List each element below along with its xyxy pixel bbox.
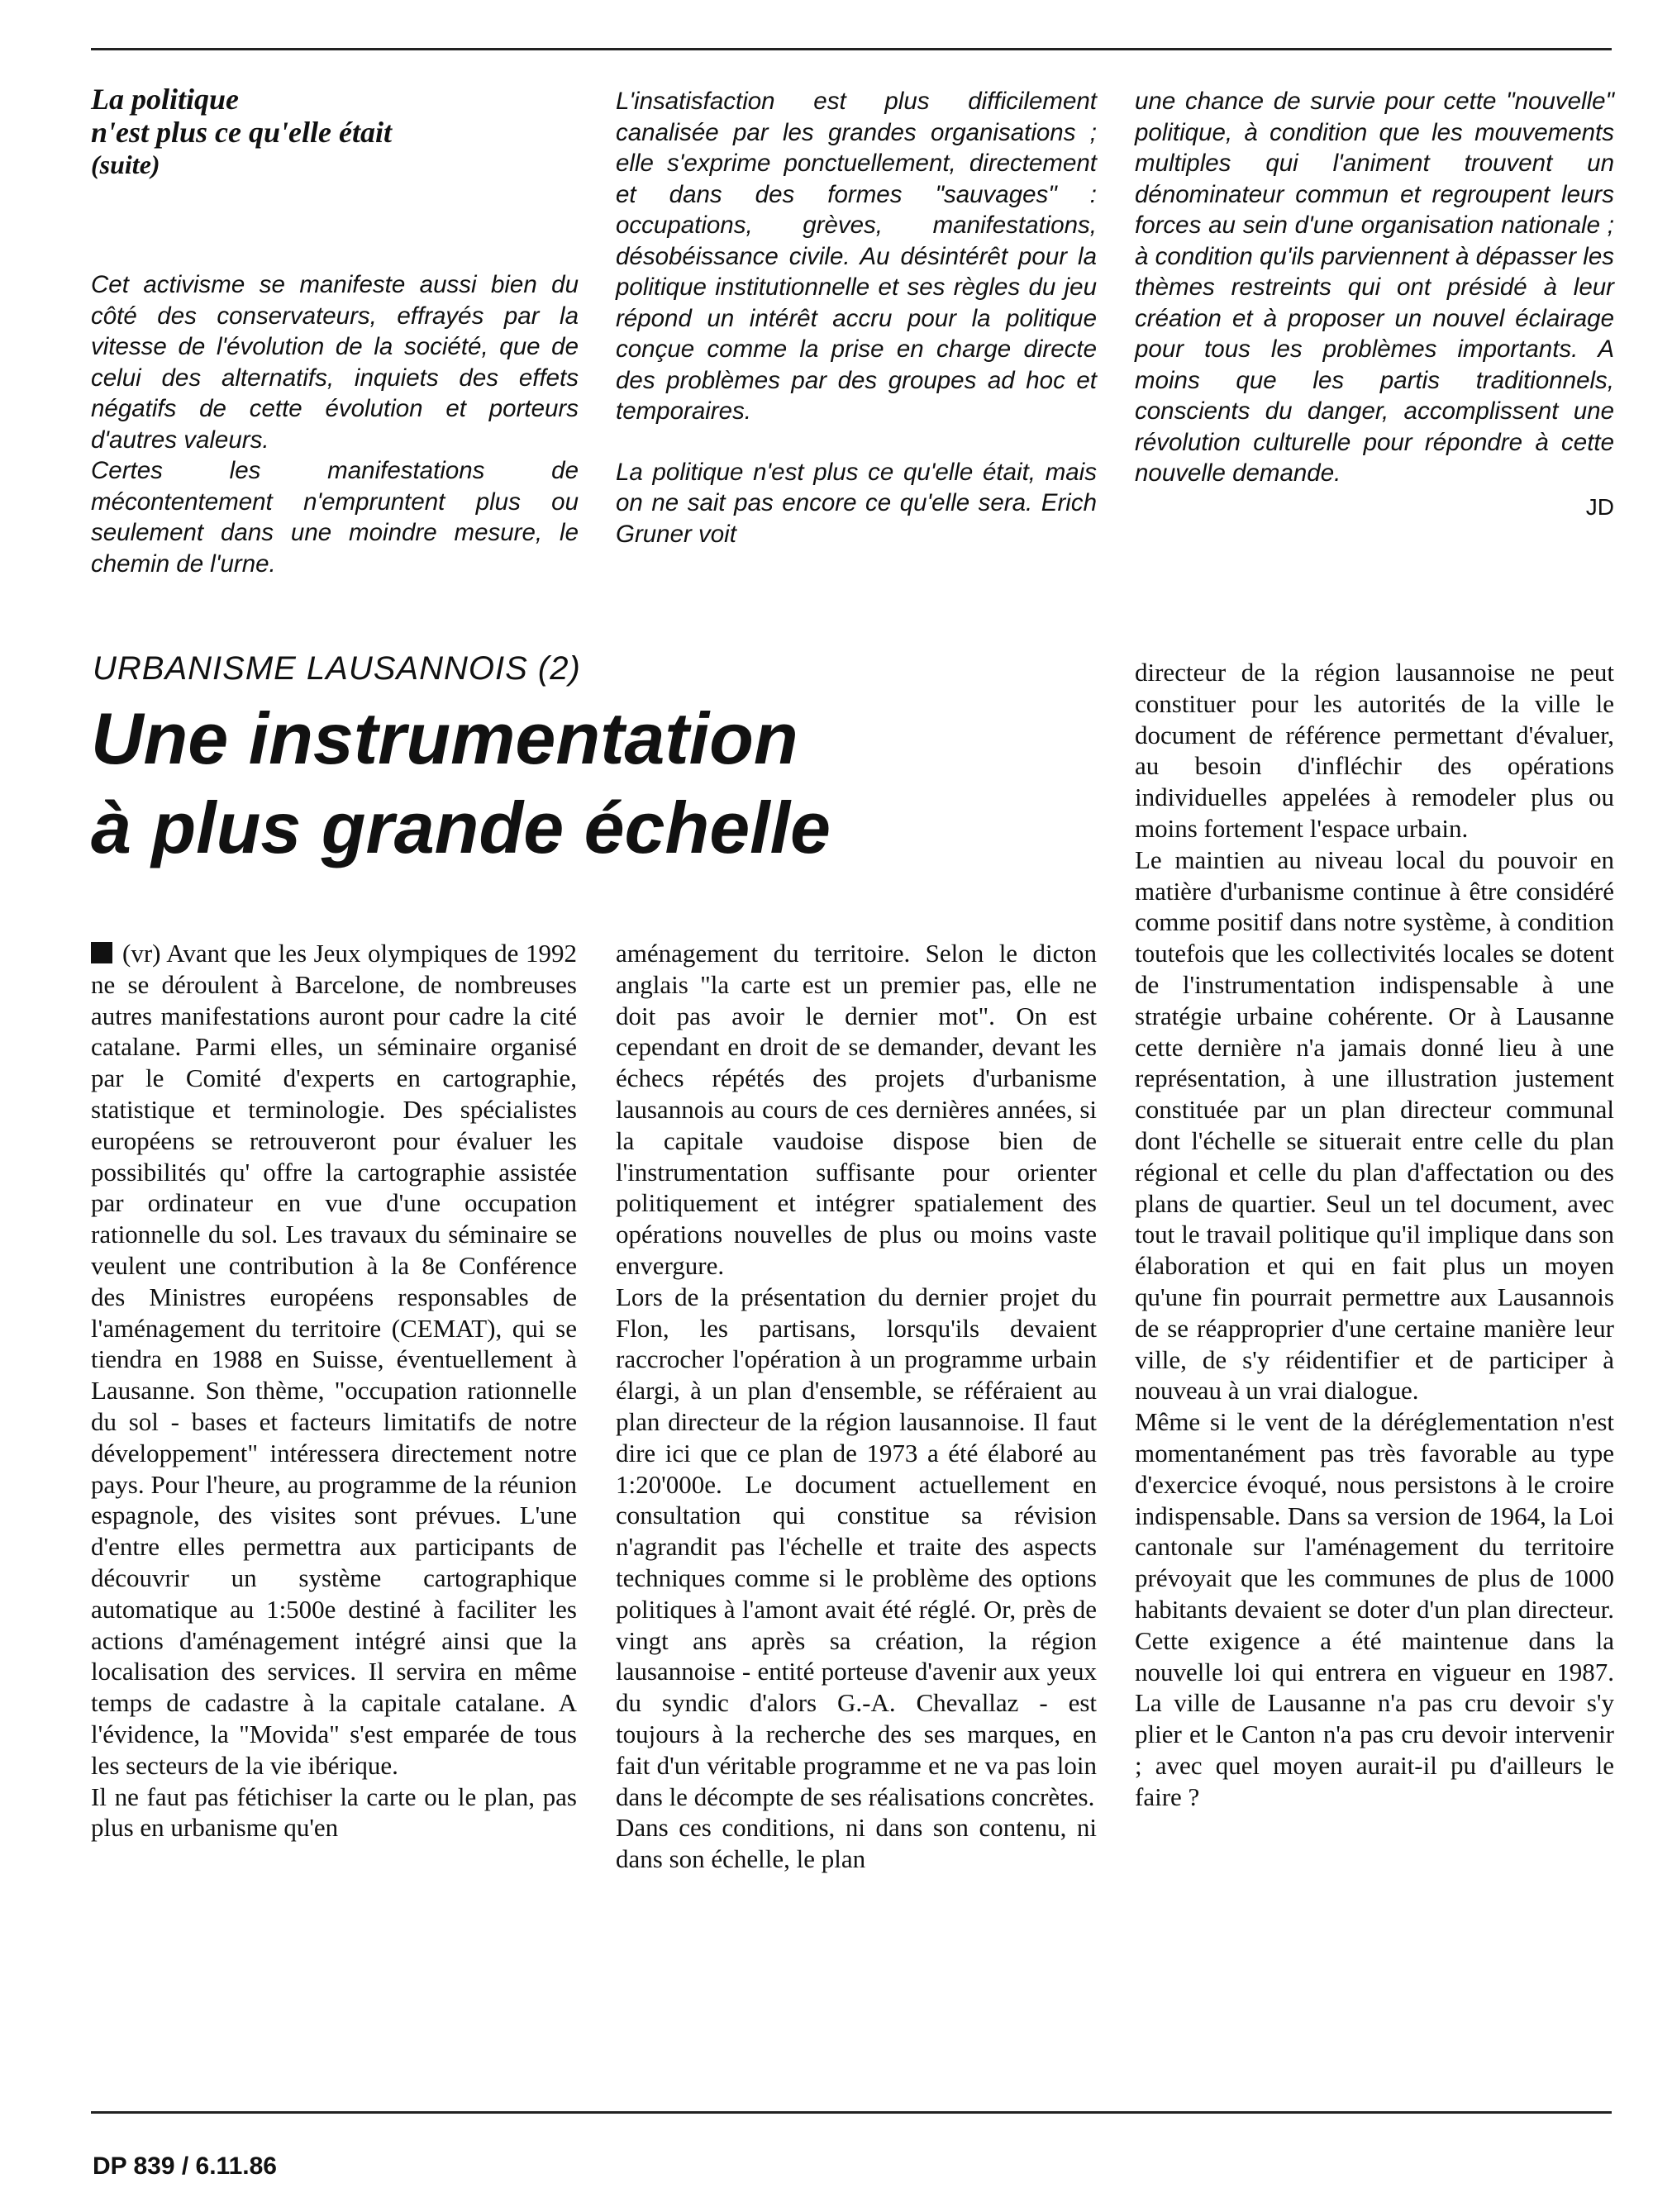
continued-article-col-2 xyxy=(616,86,1097,549)
article-col1-paragraph-2: Il ne faut pas fétichiser la carte ou le plan, pas plus en urbanisme qu'en xyxy=(91,1781,577,1843)
article-col1-paragraph-1 xyxy=(91,938,577,1781)
article-col3-paragraph-2: Le maintien au niveau local du pouvoir en matière d'urbanisme continue à être considéré comme positif dans notre système, à condition toutefois que les collectivités locales se dotent de l'instrumentation indispensable à une stratégie urbaine cohérente. Or à Lausanne cette dernière n'a jamais donné lieu à une représentation, à une illustration justement constituée par un plan directeur communal dont l'échelle se situerait entre celle du plan régional et celle du plan d'affectation ou des plans de quartier. Seul un tel document, avec tout le travail politique qu'il implique dans son élaboration et qui en fait plus un moyen qu'une fin pourrait permettre aux Lausannois de se réapproprier d'une certaine manière leur ville, de s'y réidentifier et de participer à nouveau à un vrai dialogue. xyxy=(1135,844,1614,1406)
article-headline xyxy=(91,694,1116,873)
article-kicker: URBANISME LAUSANNOIS (2) xyxy=(93,650,581,687)
page-folio: DP 839 / 6.11.86 xyxy=(93,2153,277,2180)
continued-col1-paragraph-2: Certes les manifestations de mécontentement n'empruntent plus ou seulement dans une moindre mesure, le chemin de l'urne. xyxy=(91,457,579,578)
headline-line-1: Une instrumentation xyxy=(91,697,798,779)
continued-title-line-2: n'est plus ce qu'elle était xyxy=(91,116,392,149)
article-col2-paragraph-3: Dans ces conditions, ni dans son contenu, ni dans son échelle, le plan xyxy=(616,1813,1097,1874)
continued-suite-label: (suite) xyxy=(91,150,160,179)
continued-col1-paragraph-1: Cet activisme se manifeste aussi bien du côté des conservateurs, effrayés par la vitesse de l'évolution de la société, que de celui des alternatifs, inquiets des effets négatifs de cette évolution et porteurs d'autres valeurs. xyxy=(91,271,579,454)
article-col2-paragraph-2: Lors de la présentation du dernier projet du Flon, les partisans, lorsqu'ils devaient raccrocher l'opération à un programme urbain élargi, à un plan d'ensemble, se référaient au plan directeur de la région lausannoise. Il faut dire ici que ce plan de 1973 a été élaboré au 1:20'000e. Le document actuellement en consultation qui constitue sa révision n'agrandit pas l'échelle et traite des aspects techniques comme si le problème des options politiques à l'amont avait été réglé. Or, près de vingt ans après sa création, la région lausannoise - entité porteuse d'avenir aux yeux du syndic d'alors G.-A. Chevallaz - est toujours à la recherche des ses marques, en fait d'un véritable programme et ne va pas loin dans le décompte de ses réalisations concrètes. xyxy=(616,1282,1097,1811)
continued-col3-paragraph-1: une chance de survie pour cette "nouvelle" politique, à condition que les mouvements multiples qui l'animent trouvent un dénominateur commun et regroupent leurs forces au sein d'une organisation nationale ; à condition qu'ils parviennent à dépasser les thèmes restreints qui ont présidé à leur création et à proposer un nouvel éclairage pour tous les problèmes importants. A moins que les partis traditionnels, conscients du danger, accomplissent une révolution culturelle pour répondre à cette nouvelle demande. xyxy=(1135,88,1614,487)
continued-col2-paragraph-2: La politique n'est plus ce qu'elle était, mais on ne sait pas encore ce qu'elle sera. Erich Gruner voit xyxy=(616,458,1097,548)
article-col-3 xyxy=(1135,657,1614,1812)
author-signature: JD xyxy=(1585,493,1614,520)
article-col-2 xyxy=(616,938,1097,1875)
continued-article-col-1 xyxy=(91,83,579,579)
article-col3-paragraph-3: Même si le vent de la déréglementation n'est momentanément pas très favorable au type d'exercice évoqué, nous persistons à le croire indispensable. Dans sa version de 1964, la Loi cantonale sur l'aménagement du territoire prévoyait que les communes de plus de 1000 habitants devaient se doter d'un plan directeur. Cette exigence a été maintenue dans la nouvelle loi qui entrera en vigueur en 1987. La ville de Lausanne n'a pas cru devoir s'y plier et le Canton n'a pas cru devoir intervenir ; avec quel moyen aurait-il pu d'ailleurs le faire ? xyxy=(1135,1407,1614,1811)
article-start-square-icon xyxy=(91,942,112,963)
article-col3-paragraph-1: directeur de la région lausannoise ne peut constituer pour les autorités de la ville le document de référence permettant d'évaluer, au besoin d'infléchir des opérations individuelles appelées à remodeler plus ou moins fortement l'espace urbain. xyxy=(1135,658,1614,843)
continued-article-col-3 xyxy=(1135,86,1614,521)
bottom-rule xyxy=(91,2111,1612,2114)
article-col1-paragraph-1-text: (vr) Avant que les Jeux olympiques de 1992 ne se déroulent à Barcelone, de nombreuses autres manifestations auront pour cadre la cité catalane. Parmi elles, un séminaire organisé par le Comité d'experts en cartographie, statistique et terminologie. Des spécialistes européens se retrouveront pour évaluer les possibilités qu' offre la cartographie assistée par ordinateur en vue d'une occupation rationnelle du sol. Les travaux du séminaire se veulent une contribution à la 8e Conférence des Ministres européens responsables de l'aménagement du territoire (CEMAT), qui se tiendra en 1988 en Suisse, éventuellement à Lausanne. Son thème, "occupation rationnelle du sol - bases et facteurs limitatifs de notre développement" intéressera directement notre pays. Pour l'heure, au programme de la réunion espagnole, des visites sont prévues. L'une d'entre elles permettra aux participants de découvrir un système cartographique automatique au 1:500e destiné à faciliter les actions d'aménagement intégré ainsi que la localisation des services. Il servira en même temps de cadastre à la capitale catalane. A l'évidence, la "Movida" s'est emparée de tous les secteurs de la vie ibérique. xyxy=(91,939,577,1780)
article-col-1 xyxy=(91,938,577,1843)
continued-article-title xyxy=(91,83,579,149)
top-rule xyxy=(91,48,1612,50)
continued-title-line-1: La politique xyxy=(91,83,239,116)
article-col2-paragraph-1: aménagement du territoire. Selon le dicton anglais "la carte est un premier pas, elle ne doit pas avoir le dernier mot". On est cependant en droit de se demander, devant les échecs répétés des projets d'urbanisme lausannois au cours de ces dernières années, si la capitale vaudoise dispose bien de l'instrumentation suffisante pour orienter politiquement et intégrer spatialement des opérations nouvelles de plus ou moins vaste envergure. xyxy=(616,939,1097,1280)
headline-line-2: à plus grande échelle xyxy=(91,787,831,868)
continued-col2-paragraph-1: L'insatisfaction est plus difficilement canalisée par les grandes organisations ; elle s'exprime ponctuellement, directement et dans des formes "sauvages" : occupations, grèves, manifestations, désobéissance civile. Au désintérêt pour la politique institutionnelle et ses règles du jeu répond un intérêt accru pour la politique conçue comme la prise en charge directe des problèmes par des groupes ad hoc et temporaires. xyxy=(616,88,1097,425)
